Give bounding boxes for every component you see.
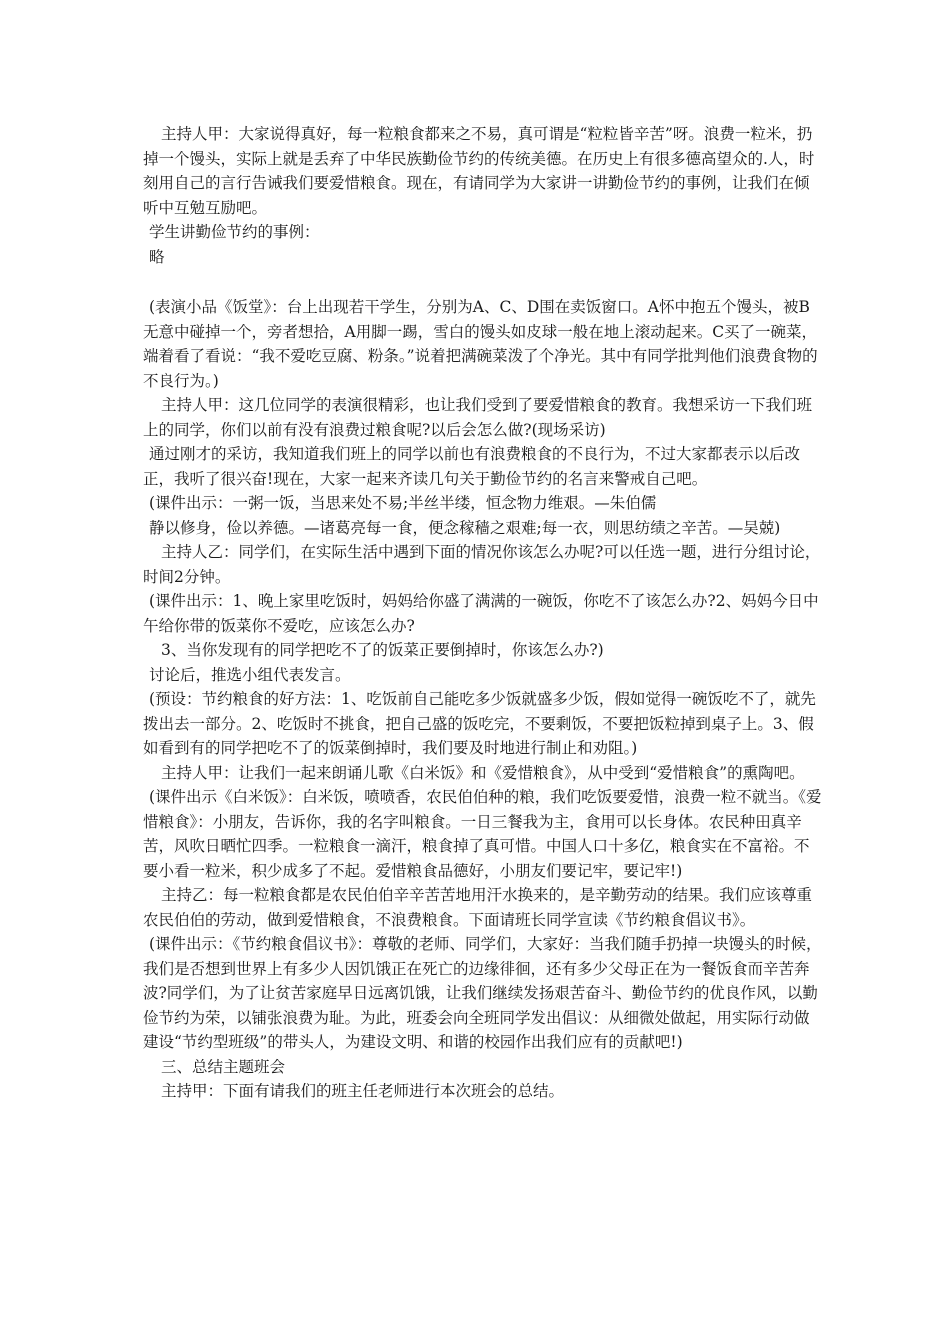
paragraph-host-a-recite: 主持人甲：让我们一起来朗诵儿歌《白米饭》和《爱惜粮食》，从中受到“爱惜粮食”的熏陶吧。 [161, 763, 805, 782]
paragraph-skit: (表演小品《饭堂》：台上出现若干学生，分别为A、C、D围在卖饭窗口。A怀中抱五个馒头，被B无意中碰掉一个，旁者想拾，A用脚一踢，雪白的馒头如皮球一般在地上滚动起来。C买了一碗菜，端着看了看说：“我不爱吃豆腐、粉条。”说着把满碗菜泼了个净光。其中有同学批判他们浪费食物的不良行为。) [143, 298, 818, 390]
paragraph-quote-1: (课件出示：一粥一饭，当思来处不易;半丝半缕，恒念物力维艰。—朱伯儒 [149, 494, 657, 512]
paragraph-student-examples: 学生讲勤俭节约的事例： [149, 223, 320, 241]
paragraph-host-a-interview: 主持人甲：这几位同学的表演很精彩，也让我们受到了要爱惜粮食的教育。我想采访一下我们班上的同学，你们以前有没有浪费过粮食呢?以后会怎么做?(现场采访) [143, 396, 813, 439]
paragraph-omitted: 略 [149, 247, 165, 266]
paragraph-quote-2: 静以修身，俭以养德。—诸葛亮每一食，便念稼穑之艰难;每一衣，则思纺绩之辛苦。—吴兢) [149, 518, 781, 537]
paragraph-scenario-3: 3、当你发现有的同学把吃不了的饭菜正要倒掉时，你该怎么办?) [161, 641, 604, 659]
section-heading-summary: 三、总结主题班会 [161, 1057, 286, 1076]
paragraph-group-report: 讨论后，推选小组代表发言。 [149, 665, 351, 684]
paragraph-host-b-proposal: 主持乙：每一粒粮食都是农民伯伯辛辛苦苦地用汗水换来的，是辛勤劳动的结果。我们应该尊重农民伯伯的劳动，做到爱惜粮食，不浪费粮食。下面请班长同学宣读《节约粮食倡议书》。 [143, 886, 813, 929]
paragraph-scenario-1-2: (课件出示：1、晚上家里吃饭时，妈妈给你盛了满满的一碗饭，你吃不了该怎么办?2、妈妈今日中午给你带的饭菜你不爱吃，应该怎么办? [143, 592, 819, 635]
paragraph-host-b-discussion: 主持人乙：同学们，在实际生活中遇到下面的情况你该怎么办呢?可以任选一题，进行分组讨论，时间2分钟。 [143, 543, 821, 586]
document-body [143, 122, 823, 1104]
blank-line [143, 269, 823, 295]
paragraph-interview-result: 通过刚才的采访，我知道我们班上的同学以前也有浪费粮食的不良行为，不过大家都表示以后改正，我听了很兴奋!现在，大家一起来齐读几句关于勤俭节约的名言来警戒自己吧。 [143, 445, 801, 488]
paragraph-host-a-intro: 主持人甲：大家说得真好，每一粒粮食都来之不易，真可谓是“粒粒皆辛苦”呀。浪费一粒米，扔掉一个馒头，实际上就是丢弃了中华民族勤俭节约的传统美德。在历史上有很多德高望众的.人，时刻用自己的言行告诫我们要爱惜粮食。现在，有请同学为大家讲一讲勤俭节约的事例，让我们在倾听中互勉互励吧。 [143, 125, 815, 217]
paragraph-proposal-text: (课件出示：《节约粮食倡议书》：尊敬的老师、同学们，大家好：当我们随手扔掉一块馒头的时候，我们是否想到世界上有多少人因饥饿正在死亡的边缘徘徊，还有多少父母正在为一餐饭食而辛苦奔波?同学们，为了让贫苦家庭早日远离饥饿，让我们继续发扬艰苦奋斗、勤俭节约的优良作风，以勤俭节约为荣，以铺张浪费为耻。为此，班委会向全班同学发出倡议：从细微处做起，用实际行动做建设“节约型班级”的带头人，为建设文明、和谐的校园作出我们应有的贡献吧!) [143, 935, 822, 1051]
paragraph-host-a-closing: 主持甲：下面有请我们的班主任老师进行本次班会的总结。 [161, 1082, 565, 1100]
paragraph-preset-methods: (预设：节约粮食的好方法：1、吃饭前自己能吃多少饭就盛多少饭，假如觉得一碗饭吃不了，就先拨出去一部分。2、吃饭时不挑食，把自己盛的饭吃完，不要剩饭，不要把饭粒掉到桌子上。3、假如看到有的同学把吃不了的饭菜倒掉时，我们要及时地进行制止和劝阻。) [143, 690, 816, 757]
paragraph-rhymes: (课件出示《白米饭》：白米饭，喷喷香，农民伯伯种的粮，我们吃饭要爱惜，浪费一粒不就当。《爱惜粮食》：小朋友，告诉你，我的名字叫粮食。一日三餐我为主，食用可以长身体。农民种田真辛苦，风吹日晒忙四季。一粒粮食一滴汗，粮食掉了真可惜。中国人口十多亿，粮食实在不富裕。不要小看一粒米，积少成多了不起。爱惜粮食品德好，小朋友们要记牢，要记牢!) [143, 788, 822, 880]
